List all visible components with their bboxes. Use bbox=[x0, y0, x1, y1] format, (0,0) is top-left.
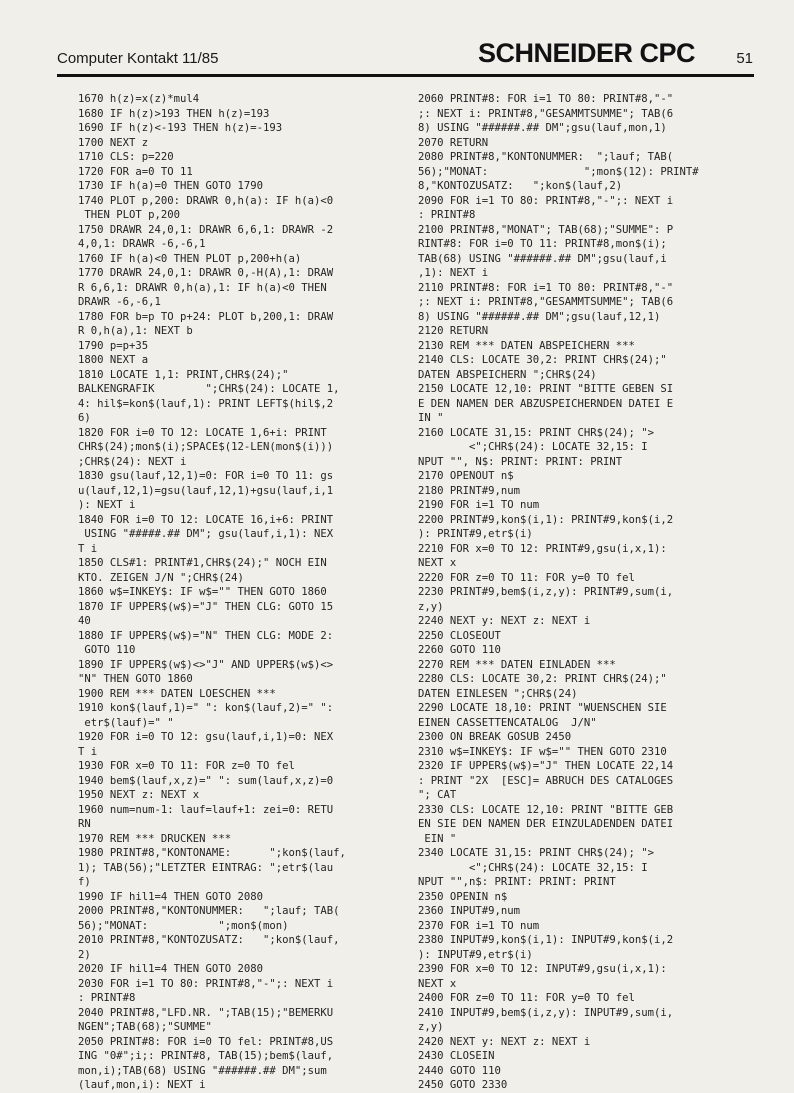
code-line: 2200 PRINT#9,kon$(i,1): PRINT#9,kon$(i,2 bbox=[418, 513, 674, 526]
code-line: 2380 INPUT#9,kon$(i,1): INPUT#9,kon$(i,2 bbox=[418, 934, 674, 946]
code-line: 2330 CLS: LOCATE 12,10: PRINT "BITTE GEB bbox=[418, 803, 674, 816]
code-line: 1740 PLOT p,200: DRAWR 0,h(a): IF h(a)<0 bbox=[78, 194, 334, 207]
code-line: 2290 LOCATE 18,10: PRINT "WUENSCHEN SIE bbox=[418, 702, 667, 714]
code-line: 2430 CLOSEIN bbox=[418, 1050, 495, 1062]
code-line: 2000 PRINT#8,"KONTONUMMER: ";lauf; TAB( bbox=[78, 905, 340, 917]
code-line: 2260 GOTO 110 bbox=[418, 644, 501, 656]
header-rule bbox=[57, 74, 754, 77]
code-line: ;: NEXT i: PRINT#8,"GESAMMTSUMME"; TAB(6 bbox=[418, 296, 674, 308]
code-line: 1770 DRAWR 24,0,1: DRAWR 0,-H(A),1: DRAW bbox=[78, 267, 334, 279]
code-line: 2010 PRINT#8,"KONTOZUSATZ: ";kon$(lauf, bbox=[78, 934, 340, 946]
code-line: NPUT "", N$: PRINT: PRINT: PRINT bbox=[418, 455, 623, 468]
code-line: T i bbox=[78, 745, 98, 758]
code-line: 1690 IF h(z)<-193 THEN h(z)=-193 bbox=[78, 122, 283, 134]
code-line: 2440 GOTO 110 bbox=[418, 1064, 501, 1077]
code-line: 1820 FOR i=0 TO 12: LOCATE 1,6+i: PRINT bbox=[78, 426, 327, 439]
code-line: 2450 GOTO 2330 bbox=[418, 1079, 508, 1091]
code-line: CHR$(24);mon$(i);SPACE$(12-LEN(mon$(i))) bbox=[78, 441, 334, 453]
code-line: 2220 FOR z=0 TO 11: FOR y=0 TO fel bbox=[418, 571, 635, 584]
code-line: 2210 FOR x=0 TO 12: PRINT#9,gsu(i,x,1): bbox=[418, 542, 667, 555]
code-line: NGEN";TAB(68);"SUMME" bbox=[78, 1021, 212, 1033]
code-line: <";CHR$(24): LOCATE 32,15: I bbox=[418, 441, 648, 453]
code-line: 1870 IF UPPER$(w$)="J" THEN CLG: GOTO 15 bbox=[78, 600, 334, 613]
code-line: 2160 LOCATE 31,15: PRINT CHR$(24); "> bbox=[418, 426, 654, 439]
code-line: 1920 FOR i=0 TO 12: gsu(lauf,i,1)=0: NEX bbox=[78, 731, 334, 743]
code-line: 1730 IF h(a)=0 THEN GOTO 1790 bbox=[78, 180, 263, 192]
section-title: SCHNEIDER CPC bbox=[477, 38, 695, 68]
code-line: EN SIE DEN NAMEN DER EINZULADENDEN DATEI bbox=[418, 818, 674, 830]
code-line: ): PRINT#9,etr$(i) bbox=[418, 528, 533, 540]
code-line: 2180 PRINT#9,num bbox=[418, 484, 521, 497]
code-line: ): NEXT i bbox=[78, 499, 136, 511]
code-line: : PRINT#8 bbox=[418, 209, 476, 221]
code-line: 1990 IF hil1=4 THEN GOTO 2080 bbox=[78, 890, 263, 903]
code-line: NPUT "",n$: PRINT: PRINT: PRINT bbox=[418, 876, 616, 888]
code-line: 6) bbox=[78, 412, 91, 424]
code-line: 2090 FOR i=1 TO 80: PRINT#8,"-";: NEXT i bbox=[418, 194, 674, 207]
code-line: ): INPUT#9,etr$(i) bbox=[418, 948, 533, 961]
code-line: 4,0,1: DRAWR -6,-6,1 bbox=[78, 238, 206, 250]
code-line: 2310 w$=INKEY$: IF w$="" THEN GOTO 2310 bbox=[418, 745, 667, 758]
code-line: 2410 INPUT#9,bem$(i,z,y): INPUT#9,sum(i, bbox=[418, 1006, 674, 1019]
code-line: R 6,6,1: DRAWR 0,h(a),1: IF h(a)<0 THEN bbox=[78, 281, 327, 294]
code-line: 2) bbox=[78, 948, 91, 961]
code-line: ;: NEXT i: PRINT#8,"GESAMMTSUMME"; TAB(6 bbox=[418, 107, 674, 120]
code-line: E DEN NAMEN DER ABZUSPEICHERNDEN DATEI E bbox=[418, 397, 674, 410]
code-line: 2120 RETURN bbox=[418, 325, 489, 337]
code-line: z,y) bbox=[418, 600, 444, 613]
magazine-issue: Computer Kontakt 11/85 bbox=[57, 50, 219, 67]
code-line: 1840 FOR i=0 TO 12: LOCATE 16,i+6: PRINT bbox=[78, 513, 334, 526]
code-line: 1970 REM *** DRUCKEN *** bbox=[78, 832, 232, 845]
code-line: z,y) bbox=[418, 1021, 444, 1033]
code-line: T i bbox=[78, 542, 98, 555]
code-line: "; CAT bbox=[418, 789, 457, 801]
code-line: 2250 CLOSEOUT bbox=[418, 629, 501, 642]
code-line: 2070 RETURN bbox=[418, 136, 489, 149]
code-line: RN bbox=[78, 818, 91, 830]
code-line: 2020 IF hil1=4 THEN GOTO 2080 bbox=[78, 963, 263, 975]
code-line: 2280 CLS: LOCATE 30,2: PRINT CHR$(24);" bbox=[418, 673, 667, 685]
code-line: 1); TAB(56);"LETZTER EINTRAG: ";etr$(lau bbox=[78, 861, 334, 874]
code-line: GOTO 110 bbox=[78, 644, 136, 656]
code-line: IN " bbox=[418, 412, 444, 424]
code-line: 8) USING "######.## DM";gsu(lauf,12,1) bbox=[418, 310, 661, 323]
page-number: 51 bbox=[736, 50, 753, 67]
code-line: 2390 FOR x=0 TO 12: INPUT#9,gsu(i,x,1): bbox=[418, 963, 667, 975]
code-line: 1700 NEXT z bbox=[78, 136, 149, 149]
code-line: 1830 gsu(lauf,12,1)=0: FOR i=0 TO 11: gs bbox=[78, 470, 334, 482]
code-line: 2300 ON BREAK GOSUB 2450 bbox=[418, 731, 572, 743]
code-line: 1750 DRAWR 24,0,1: DRAWR 6,6,1: DRAWR -2 bbox=[78, 223, 334, 236]
code-line: 2100 PRINT#8,"MONAT"; TAB(68);"SUMME": P bbox=[418, 223, 674, 236]
code-line: 40 bbox=[78, 615, 91, 627]
code-line: 2350 OPENIN n$ bbox=[418, 890, 508, 903]
code-line: 2140 CLS: LOCATE 30,2: PRINT CHR$(24);" bbox=[418, 354, 667, 366]
code-line: mon,i);TAB(68) USING "######.## DM";sum bbox=[78, 1064, 327, 1077]
code-line: 2110 PRINT#8: FOR i=1 TO 80: PRINT#8,"-" bbox=[418, 281, 674, 294]
code-line: (lauf,mon,i): NEXT i bbox=[78, 1079, 206, 1091]
code-line: 1940 bem$(lauf,x,z)=" ": sum(lauf,x,z)=0 bbox=[78, 774, 334, 787]
code-line: 56);"MONAT: ";mon$(mon) bbox=[78, 919, 289, 932]
code-line: ING "0#";i;: PRINT#8, TAB(15);bem$(lauf, bbox=[78, 1050, 334, 1062]
page-header bbox=[57, 38, 757, 74]
code-line: THEN PLOT p,200 bbox=[78, 209, 181, 221]
code-line: 1810 LOCATE 1,1: PRINT,CHR$(24);" bbox=[78, 368, 289, 381]
code-line: EIN " bbox=[418, 832, 457, 845]
code-line: 2230 PRINT#9,bem$(i,z,y): PRINT#9,sum(i, bbox=[418, 586, 674, 598]
code-line: DATEN EINLESEN ";CHR$(24) bbox=[418, 687, 578, 700]
code-line: 1850 CLS#1: PRINT#1,CHR$(24);" NOCH EIN bbox=[78, 557, 327, 569]
code-line: 2270 REM *** DATEN EINLADEN *** bbox=[418, 658, 616, 671]
code-line: 2370 FOR i=1 TO num bbox=[418, 919, 540, 932]
code-line: NEXT x bbox=[418, 977, 457, 990]
code-line: RINT#8: FOR i=0 TO 11: PRINT#8,mon$(i); bbox=[418, 238, 667, 250]
code-line: 1930 FOR x=0 TO 11: FOR z=0 TO fel bbox=[78, 760, 295, 772]
code-line: 2340 LOCATE 31,15: PRINT CHR$(24); "> bbox=[418, 847, 654, 859]
code-line: 1900 REM *** DATEN LOESCHEN *** bbox=[78, 687, 276, 700]
code-line: 2040 PRINT#8,"LFD.NR. ";TAB(15);"BEMERKU bbox=[78, 1006, 334, 1019]
code-line: DRAWR -6,-6,1 bbox=[78, 296, 161, 308]
code-line: 1960 num=num-1: lauf=lauf+1: zei=0: RETU bbox=[78, 803, 334, 816]
code-line: 1950 NEXT z: NEXT x bbox=[78, 789, 200, 801]
code-line: etr$(lauf)=" " bbox=[78, 716, 174, 729]
code-line: 2150 LOCATE 12,10: PRINT "BITTE GEBEN SI bbox=[418, 383, 674, 395]
code-line: 56);"MONAT: ";mon$(12): PRINT# bbox=[418, 165, 699, 178]
code-line: KTO. ZEIGEN J/N ";CHR$(24) bbox=[78, 571, 244, 584]
code-line: 1790 p=p+35 bbox=[78, 339, 149, 352]
code-line: 2130 REM *** DATEN ABSPEICHERN *** bbox=[418, 339, 635, 352]
code-line: 2080 PRINT#8,"KONTONUMMER: ";lauf; TAB( bbox=[418, 151, 674, 163]
code-line: 1880 IF UPPER$(w$)="N" THEN CLG: MODE 2: bbox=[78, 629, 334, 642]
code-line: u(lauf,12,1)=gsu(lauf,12,1)+gsu(lauf,i,1 bbox=[78, 484, 334, 497]
code-line: 4: hil$=kon$(lauf,1): PRINT LEFT$(hil$,2 bbox=[78, 397, 334, 410]
code-line: 2170 OPENOUT n$ bbox=[418, 470, 514, 482]
code-line: 1780 FOR b=p TO p+24: PLOT b,200,1: DRAW bbox=[78, 310, 334, 323]
code-line: 8,"KONTOZUSATZ: ";kon$(lauf,2) bbox=[418, 180, 623, 192]
code-line: 1720 FOR a=0 TO 11 bbox=[78, 165, 193, 178]
code-line: TAB(68) USING "######.## DM";gsu(lauf,i bbox=[418, 252, 667, 265]
code-line: 2360 INPUT#9,num bbox=[418, 905, 521, 917]
code-line: "N" THEN GOTO 1860 bbox=[78, 673, 193, 685]
code-line: 2240 NEXT y: NEXT z: NEXT i bbox=[418, 615, 591, 627]
code-line: USING "#####.## DM"; gsu(lauf,i,1): NEX bbox=[78, 528, 334, 540]
code-line: 1910 kon$(lauf,1)=" ": kon$(lauf,2)=" ": bbox=[78, 702, 334, 714]
code-line: 1760 IF h(a)<0 THEN PLOT p,200+h(a) bbox=[78, 252, 302, 265]
code-line: DATEN ABSPEICHERN ";CHR$(24) bbox=[418, 368, 597, 381]
code-line: 1670 h(z)=x(z)*mul4 bbox=[78, 93, 200, 105]
code-line: <";CHR$(24): LOCATE 32,15: I bbox=[418, 861, 648, 874]
code-line: BALKENGRAFIK ";CHR$(24): LOCATE 1, bbox=[78, 383, 340, 395]
code-line: 1890 IF UPPER$(w$)<>"J" AND UPPER$(w$)<> bbox=[78, 658, 334, 671]
code-line: 1800 NEXT a bbox=[78, 354, 149, 366]
code-line: 2030 FOR i=1 TO 80: PRINT#8,"-";: NEXT i bbox=[78, 977, 334, 990]
code-line: 8) USING "######.## DM";gsu(lauf,mon,1) bbox=[418, 122, 667, 134]
code-line: 1710 CLS: p=220 bbox=[78, 151, 174, 163]
listing-column-right bbox=[418, 92, 763, 1093]
code-line: 2050 PRINT#8: FOR i=0 TO fel: PRINT#8,US bbox=[78, 1035, 334, 1048]
code-line: 1860 w$=INKEY$: IF w$="" THEN GOTO 1860 bbox=[78, 586, 327, 598]
code-line: ,1): NEXT i bbox=[418, 267, 489, 279]
code-line: 2320 IF UPPER$(w$)="J" THEN LOCATE 22,14 bbox=[418, 760, 674, 772]
code-line: NEXT x bbox=[418, 557, 457, 569]
code-line: 2420 NEXT y: NEXT z: NEXT i bbox=[418, 1035, 591, 1048]
listing-column-left bbox=[78, 92, 400, 1093]
code-line: 1980 PRINT#8,"KONTONAME: ";kon$(lauf, bbox=[78, 847, 346, 859]
code-line: ;CHR$(24): NEXT i bbox=[78, 455, 187, 468]
code-line: R 0,h(a),1: NEXT b bbox=[78, 325, 193, 337]
code-line: 2400 FOR z=0 TO 11: FOR y=0 TO fel bbox=[418, 992, 635, 1004]
code-line: 1680 IF h(z)>193 THEN h(z)=193 bbox=[78, 107, 270, 120]
code-line: 2190 FOR i=1 TO num bbox=[418, 499, 540, 511]
code-line: : PRINT "2X [ESC]= ABRUCH DES CATALOGES bbox=[418, 774, 674, 787]
code-line: f) bbox=[78, 876, 91, 888]
code-line: EINEN CASSETTENCATALOG J/N" bbox=[418, 716, 597, 729]
code-line: 2060 PRINT#8: FOR i=1 TO 80: PRINT#8,"-" bbox=[418, 93, 674, 105]
code-line: : PRINT#8 bbox=[78, 992, 136, 1004]
